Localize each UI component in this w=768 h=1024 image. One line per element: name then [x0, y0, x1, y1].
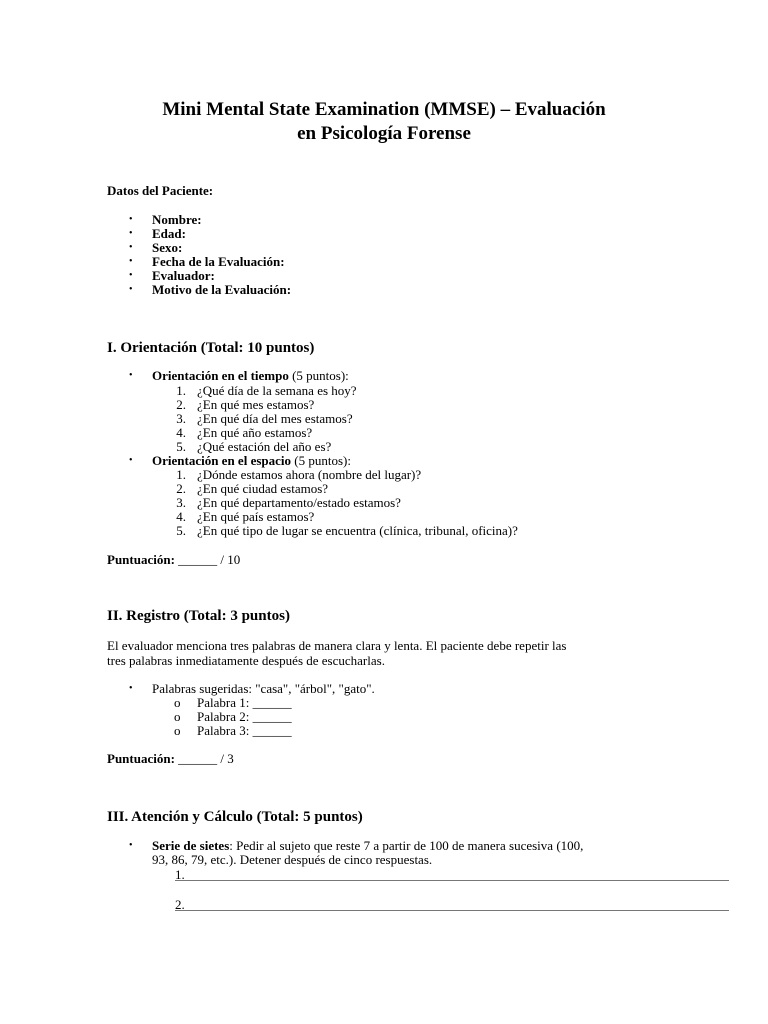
question-number: 5.: [176, 439, 186, 454]
question-text: ¿Qué día de la semana es hoy?: [197, 383, 357, 398]
bullet-marker: •: [129, 270, 133, 281]
question-number: 4.: [176, 509, 186, 524]
bullet-marker: •: [129, 370, 133, 381]
score-label: Puntuación:: [107, 751, 175, 766]
answer-line-1[interactable]: [175, 880, 729, 881]
patient-field-reason: Motivo de la Evaluación:: [152, 282, 292, 297]
paragraph-line: tres palabras inmediatamente después de escucharlas.: [107, 653, 385, 668]
answer-line-2[interactable]: [175, 910, 729, 911]
question-text: ¿En qué ciudad estamos?: [197, 481, 329, 496]
orientation-space-points: (5 puntos):: [291, 453, 351, 468]
document-title: [60, 98, 708, 146]
sub-bullet-marker: o: [174, 723, 181, 738]
question-number: 3.: [176, 411, 186, 426]
patient-field-sex: Sexo:: [152, 240, 183, 255]
serial-sevens-text: : Pedir al sujeto que reste 7 a partir de 100 de manera sucesiva (100,: [229, 838, 584, 853]
score-value: ______ / 3: [174, 751, 234, 766]
title-line-1: Mini Mental State Examination (MMSE) – Evaluación: [162, 99, 606, 120]
word-field: Palabra 3: ______: [197, 723, 292, 738]
bullet-marker: •: [129, 256, 133, 267]
serial-sevens-text-continued: 93, 86, 79, etc.). Detener después de cinco respuestas.: [152, 852, 433, 867]
question-text: ¿En qué departamento/estado estamos?: [197, 495, 401, 510]
section-3-heading: III. Atención y Cálculo (Total: 5 puntos): [107, 809, 363, 825]
orientation-time-points: (5 puntos):: [288, 368, 349, 383]
question-number: 1.: [176, 467, 186, 482]
patient-heading: Datos del Paciente:: [107, 183, 214, 198]
answer-label: 1.: [175, 867, 185, 882]
serial-sevens-label: Serie de sietes: [152, 838, 230, 853]
bullet-marker: •: [129, 840, 133, 851]
question-text: ¿En qué día del mes estamos?: [197, 411, 353, 426]
bullet-marker: •: [129, 214, 133, 225]
question-number: 2.: [176, 481, 186, 496]
section-2-heading: II. Registro (Total: 3 puntos): [107, 608, 290, 624]
question-number: 3.: [176, 495, 186, 510]
title-line-2: en Psicología Forense: [297, 123, 471, 144]
suggested-words-text: Palabras sugeridas: "casa", "árbol", "gato".: [152, 681, 375, 696]
bullet-marker: •: [129, 683, 133, 694]
bullet-marker: •: [129, 242, 133, 253]
section-2-paragraph: [107, 638, 652, 668]
question-text: ¿Qué estación del año es?: [197, 439, 332, 454]
orientation-space-label: Orientación en el espacio: [152, 453, 292, 468]
section-2-score: [107, 752, 234, 766]
question-text: ¿En qué tipo de lugar se encuentra (clínica, tribunal, oficina)?: [197, 523, 518, 538]
question-number: 5.: [176, 523, 186, 538]
sub-bullet-marker: o: [174, 709, 181, 724]
word-field: Palabra 1: ______: [197, 695, 292, 710]
question-text: ¿En qué mes estamos?: [197, 397, 315, 412]
question-text: ¿En qué país estamos?: [197, 509, 315, 524]
question-number: 1.: [176, 383, 186, 398]
orientation-time-label: Orientación en el tiempo: [152, 368, 289, 383]
answer-label: 2.: [175, 897, 185, 912]
section-1-score: [107, 553, 240, 567]
score-value: ______ / 10: [174, 552, 241, 567]
bullet-marker: •: [129, 228, 133, 239]
question-number: 4.: [176, 425, 186, 440]
sub-bullet-marker: o: [174, 695, 181, 710]
section-1-heading: I. Orientación (Total: 10 puntos): [107, 340, 315, 356]
score-label: Puntuación:: [107, 552, 175, 567]
question-number: 2.: [176, 397, 186, 412]
patient-field-age: Edad:: [152, 226, 186, 241]
patient-field-name: Nombre:: [152, 212, 202, 227]
bullet-marker: •: [129, 455, 133, 466]
word-field: Palabra 2: ______: [197, 709, 292, 724]
question-text: ¿Dónde estamos ahora (nombre del lugar)?: [197, 467, 422, 482]
patient-field-evaluator: Evaluador:: [152, 268, 215, 283]
question-text: ¿En qué año estamos?: [197, 425, 313, 440]
paragraph-line: El evaluador menciona tres palabras de manera clara y lenta. El paciente debe repetir las: [107, 638, 567, 653]
patient-field-date: Fecha de la Evaluación:: [152, 254, 285, 269]
bullet-marker: •: [129, 284, 133, 295]
